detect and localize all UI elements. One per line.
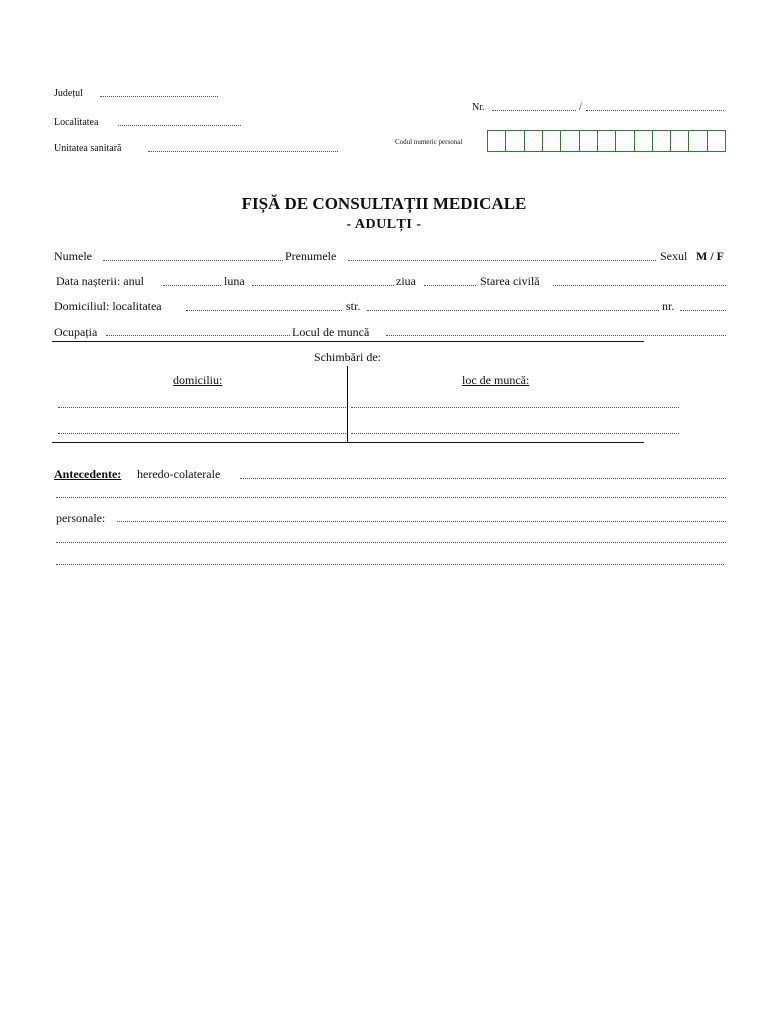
section-divider-top	[52, 341, 644, 342]
cnp-cell[interactable]	[688, 131, 706, 151]
localitate-label: Localitatea	[54, 117, 99, 128]
domiciliul-label: Domiciliul: localitatea	[54, 299, 162, 313]
cnp-cell[interactable]	[597, 131, 615, 151]
ziua-field[interactable]	[424, 285, 476, 286]
domiciliu-column-header: domiciliu:	[173, 373, 223, 387]
cnp-cell[interactable]	[615, 131, 633, 151]
prenumele-field[interactable]	[348, 260, 656, 261]
schimbari-heading: Schimbări de:	[314, 350, 381, 364]
localitate-field[interactable]	[118, 125, 241, 126]
ocupatia-label: Ocupația	[54, 325, 98, 339]
cnp-cell[interactable]	[524, 131, 542, 151]
cnp-cell[interactable]	[488, 131, 505, 151]
personale-field-line-3[interactable]	[56, 564, 724, 565]
cnp-cell[interactable]	[707, 131, 725, 151]
starea-civila-label: Starea civilă	[480, 274, 540, 288]
cnp-cell[interactable]	[579, 131, 597, 151]
cnp-cell[interactable]	[560, 131, 578, 151]
loc-de-munca-column-header: loc de muncă:	[462, 373, 530, 387]
personale-field-line-2[interactable]	[56, 542, 726, 543]
locul-de-munca-label: Locul de muncă	[292, 325, 370, 339]
luna-label: luna	[224, 274, 245, 288]
cnp-cell[interactable]	[634, 131, 652, 151]
sexul-label: Sexul	[660, 249, 688, 263]
numele-field[interactable]	[103, 260, 283, 261]
ziua-label: ziua	[396, 274, 416, 288]
section-divider-bottom	[52, 442, 644, 443]
localitatea-field[interactable]	[186, 310, 342, 311]
anul-field[interactable]	[163, 285, 221, 286]
heredo-field[interactable]	[240, 478, 726, 479]
domiciliu-change-line-2[interactable]	[58, 433, 346, 434]
sex-options[interactable]: M / F	[696, 249, 724, 263]
numele-label: Numele	[54, 249, 92, 263]
unitate-field[interactable]	[148, 151, 338, 152]
nr-separator: /	[579, 102, 582, 113]
personale-label: personale:	[56, 511, 106, 525]
unitate-label: Unitatea sanitară	[54, 143, 122, 154]
locul-de-munca-field[interactable]	[386, 335, 726, 336]
judet-label: Județul	[54, 88, 83, 99]
strada-field[interactable]	[367, 310, 659, 311]
nr-year-field[interactable]	[586, 110, 724, 111]
luna-field[interactable]	[252, 285, 394, 286]
nr-domiciliu-field[interactable]	[680, 310, 726, 311]
page-title: FIȘĂ DE CONSULTAȚII MEDICALE	[241, 194, 527, 213]
prenumele-label: Prenumele	[285, 249, 337, 263]
personale-field[interactable]	[117, 521, 726, 522]
page-subtitle: - ADULȚI -	[346, 217, 422, 232]
cnp-label: Codul numeric personal	[395, 138, 463, 146]
changes-column-divider	[347, 366, 348, 443]
heredo-field-line-2[interactable]	[56, 497, 726, 498]
nr-field[interactable]	[492, 110, 576, 111]
ocupatia-field[interactable]	[106, 335, 290, 336]
starea-civila-field[interactable]	[553, 285, 726, 286]
cnp-cell[interactable]	[652, 131, 670, 151]
nr-label: Nr.	[472, 102, 485, 113]
cnp-cell[interactable]	[542, 131, 560, 151]
cnp-grid[interactable]	[487, 130, 726, 152]
judet-field[interactable]	[100, 96, 218, 97]
nr-domiciliu-label: nr.	[662, 299, 675, 313]
antecedente-label: Antecedente:	[54, 467, 122, 481]
cnp-cell[interactable]	[670, 131, 688, 151]
str-label: str.	[346, 299, 361, 313]
heredo-label: heredo-colaterale	[137, 467, 221, 481]
domiciliu-change-line-1[interactable]	[58, 407, 346, 408]
loc-munca-change-line-2[interactable]	[351, 433, 679, 434]
loc-munca-change-line-1[interactable]	[351, 407, 679, 408]
cnp-cell[interactable]	[505, 131, 523, 151]
data-nasterii-label: Data nașterii: anul	[56, 274, 144, 288]
